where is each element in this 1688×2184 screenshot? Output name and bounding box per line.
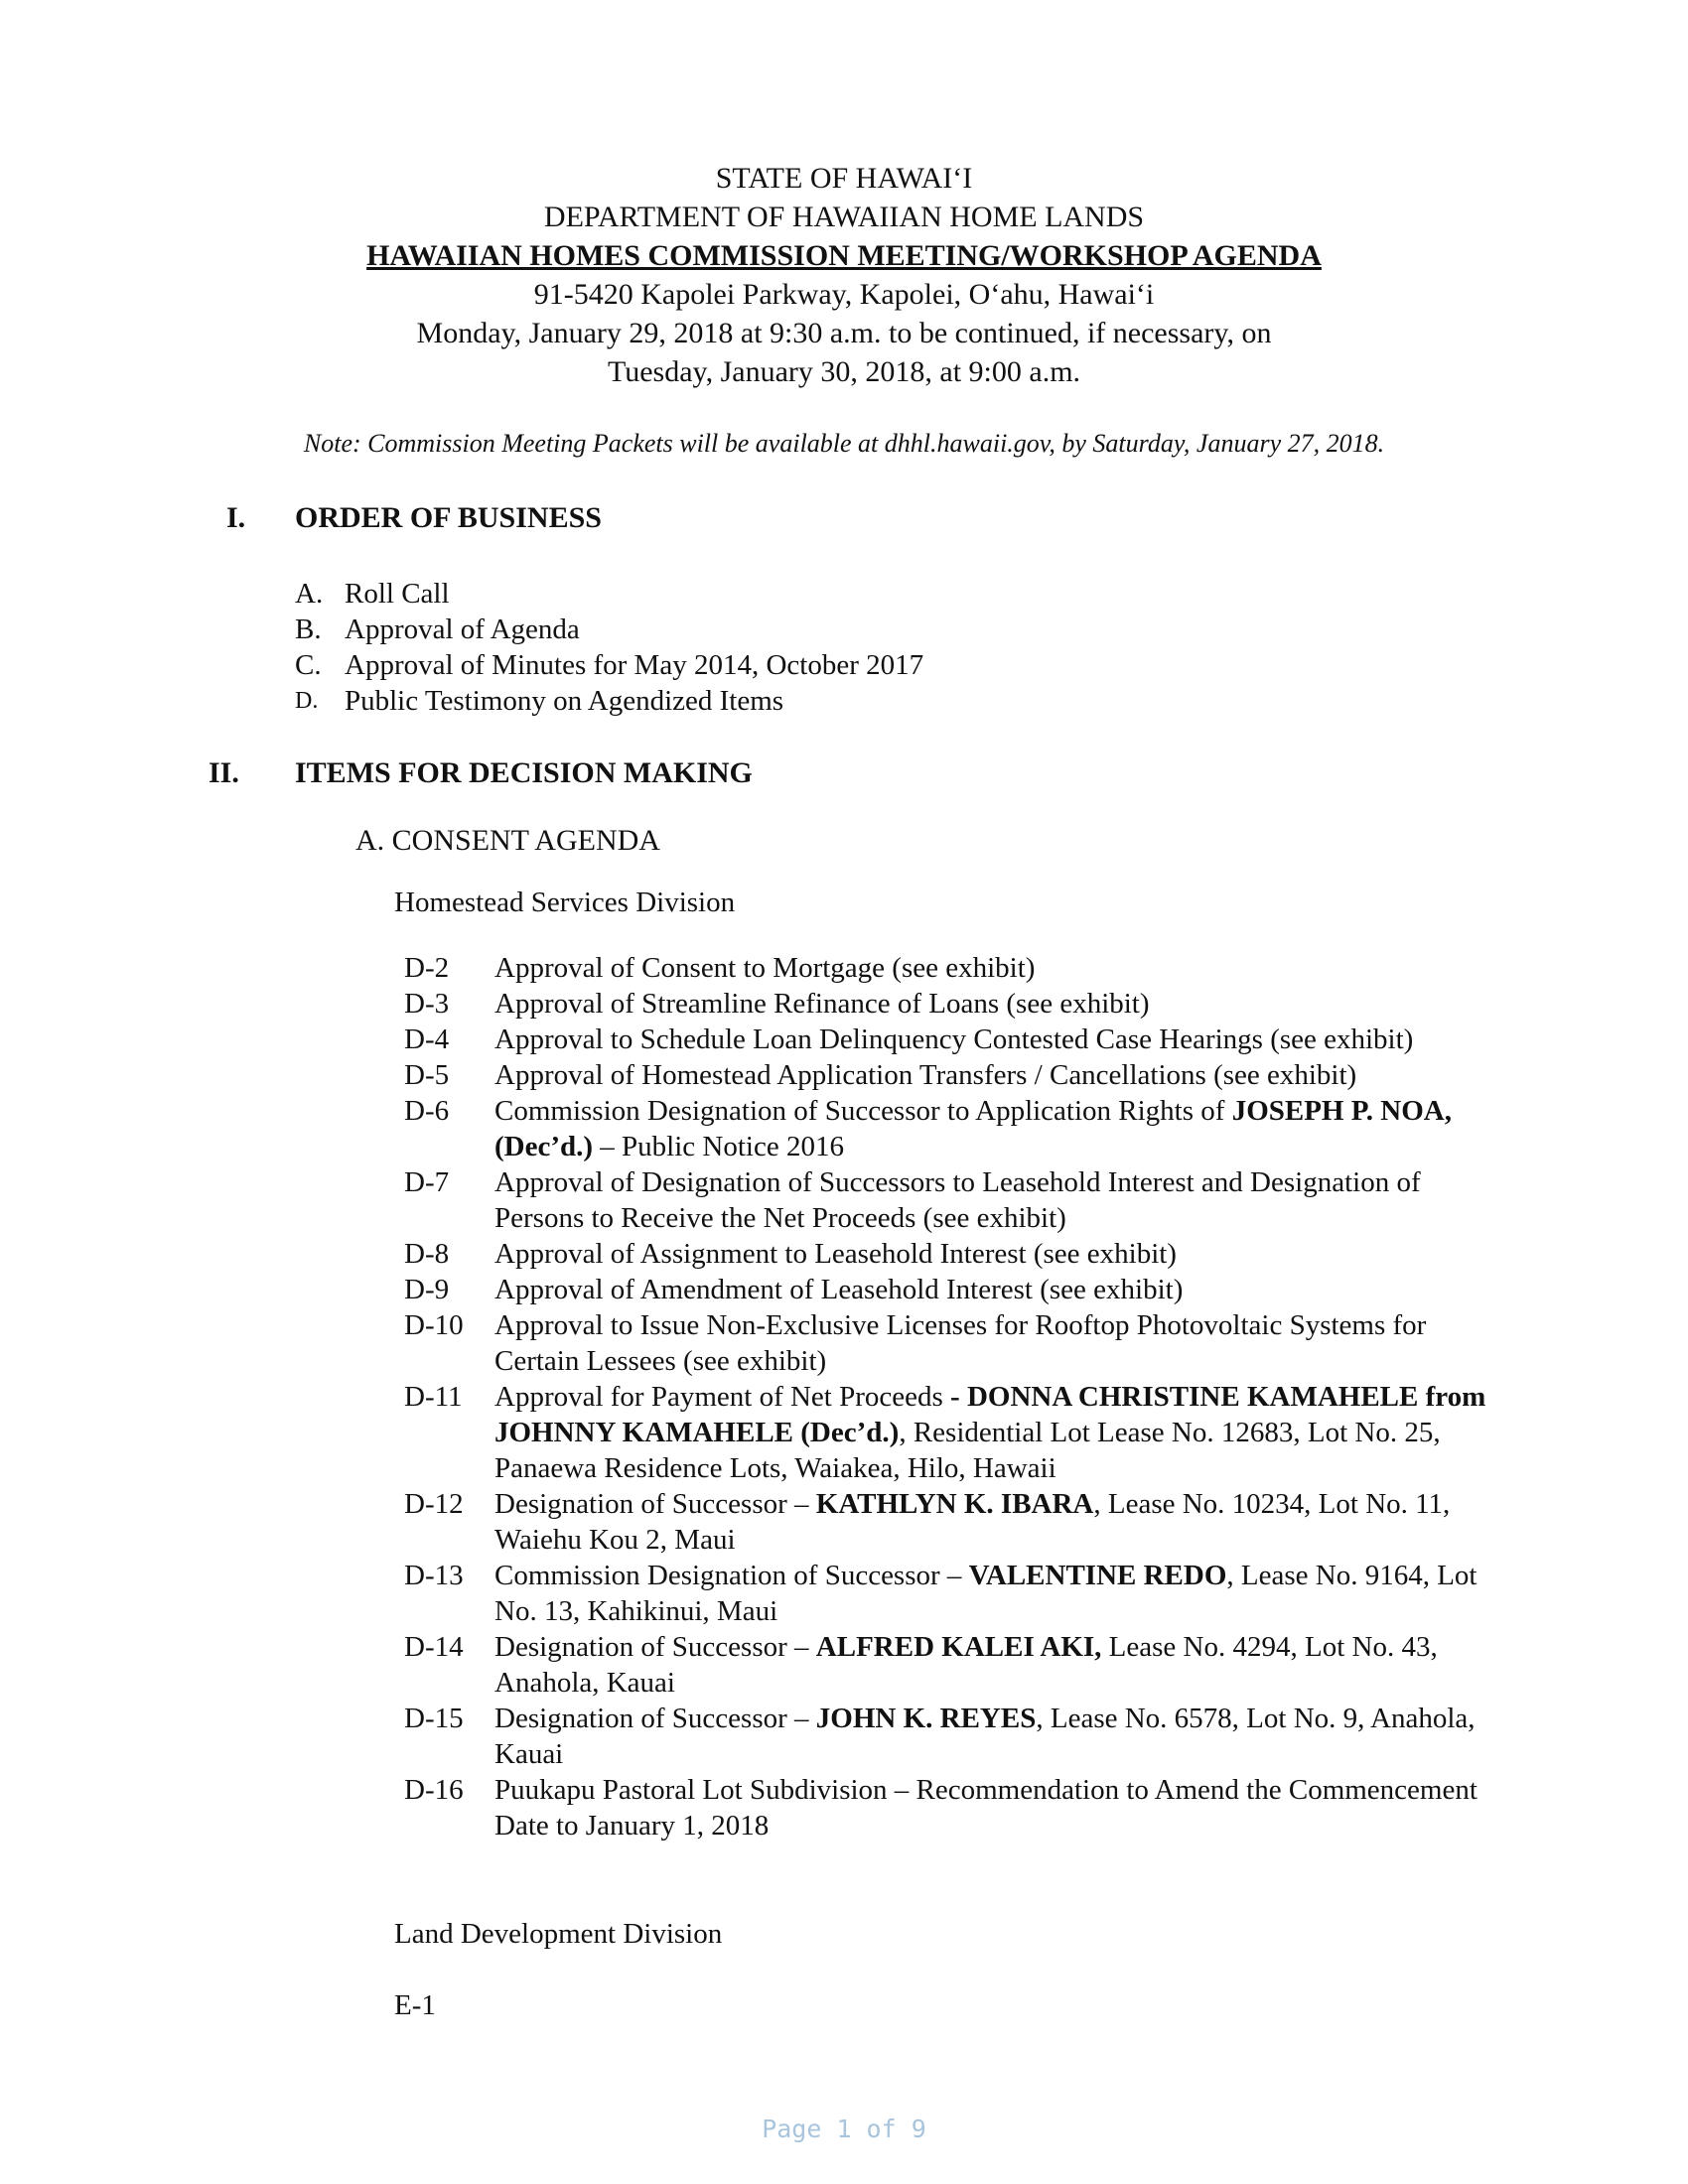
section-2-number: II.: [209, 756, 239, 789]
agenda-item: [404, 1379, 1496, 1486]
section-2-title: ITEMS FOR DECISION MAKING: [295, 756, 753, 789]
agenda-item-description: [494, 1379, 1496, 1486]
agenda-item-description: [494, 950, 1496, 986]
agenda-item-code: D-12: [404, 1488, 464, 1520]
agenda-item: [404, 1236, 1496, 1272]
agenda-item-description: [494, 1701, 1496, 1772]
meeting-date-line-2: Tuesday, January 30, 2018, at 9:00 a.m.: [607, 355, 1081, 388]
agenda-item-description: [494, 1236, 1496, 1272]
agenda-item-description: [494, 1272, 1496, 1307]
item-code-e1: E-1: [394, 1989, 436, 2021]
agenda-item-code: D-5: [404, 1059, 450, 1091]
description-text: ALFRED KALEI AKI,: [815, 1631, 1102, 1663]
agenda-item: [404, 1307, 1496, 1379]
section-1-number: I.: [226, 501, 246, 534]
description-text: , Lease No. 6578, Lot No. 9, Anahola, Kauai: [494, 1703, 1476, 1770]
description-text: Designation of Successor –: [494, 1631, 816, 1663]
agenda-item-code: D-7: [404, 1166, 450, 1198]
agenda-item: [404, 1558, 1496, 1629]
agenda-item-description: [494, 1772, 1496, 1843]
description-text: JOHN K. REYES: [815, 1703, 1037, 1734]
meeting-address: 91-5420 Kapolei Parkway, Kapolei, Oʻahu, Hawaiʻi: [533, 278, 1155, 311]
description-text: Lease No. 4294, Lot No. 43, Anahola, Kauai: [494, 1631, 1438, 1699]
state-name: STATE OF HAWAIʻI: [715, 162, 973, 195]
agenda-item-code: D-9: [404, 1274, 450, 1305]
description-text: Approval for Payment of Net Proceeds: [494, 1381, 951, 1413]
description-text: Approval of Assignment to Leasehold Interest (see exhibit): [494, 1238, 1177, 1270]
section-1-title: ORDER OF BUSINESS: [295, 501, 602, 534]
agenda-item-description: [494, 1629, 1496, 1701]
agenda-title: HAWAIIAN HOMES COMMISSION MEETING/WORKSHOP AGENDA: [366, 239, 1322, 272]
agenda-item-description: [494, 986, 1496, 1022]
description-text: , Lease No. 10234, Lot No. 11, Waiehu Kou 2, Maui: [494, 1488, 1451, 1556]
description-text: Approval of Homestead Application Transfers / Cancellations (see exhibit): [494, 1059, 1357, 1091]
agenda-item: [404, 1772, 1496, 1843]
agenda-item-code: D-2: [404, 952, 450, 984]
description-text: Commission Designation of Successor to Application Rights of: [494, 1095, 1232, 1127]
agenda-item: [404, 1022, 1496, 1057]
description-text: Designation of Successor –: [494, 1488, 816, 1520]
description-text: , Residential Lot Lease No. 12683, Lot No. 25, Panaewa Residence Lots, Waiakea, Hilo, Hawaii: [494, 1417, 1441, 1484]
agenda-item: [404, 986, 1496, 1022]
consent-agenda-title: A. CONSENT AGENDA: [355, 824, 660, 857]
consent-items-list: [404, 950, 1496, 1843]
agenda-item-code: D-4: [404, 1024, 450, 1055]
list-item: C. Approval of Minutes for May 2014, October 2017: [295, 649, 924, 681]
description-text: Approval of Consent to Mortgage (see exhibit): [494, 952, 1036, 984]
description-text: Puukapu Pastoral Lot Subdivision – Recommendation to Amend the Commencement Date to January 1, 2018: [494, 1774, 1477, 1842]
agenda-item-description: [494, 1486, 1496, 1558]
agenda-item-code: D-8: [404, 1238, 450, 1270]
document-header: [0, 159, 1688, 391]
list-item: D. Public Testimony on Agendized Items: [295, 685, 784, 717]
agenda-item: [404, 1164, 1496, 1236]
agenda-item: [404, 1629, 1496, 1701]
homestead-division-heading: Homestead Services Division: [394, 887, 736, 918]
agenda-item-code: D-11: [404, 1381, 463, 1413]
agenda-item-description: [494, 1093, 1496, 1164]
agenda-item-code: D-10: [404, 1309, 464, 1341]
agenda-item-code: D-13: [404, 1560, 464, 1591]
agenda-item-code: D-3: [404, 988, 450, 1020]
description-text: Approval of Streamline Refinance of Loans (see exhibit): [494, 988, 1150, 1020]
description-text: - DONNA CHRISTINE KAMAHELE from JOHNNY KAMAHELE (Dec’d.): [494, 1381, 1486, 1448]
description-text: Commission Designation of Successor –: [494, 1560, 969, 1591]
packet-note: Note: Commission Meeting Packets will be available at dhhl.hawaii.gov, by Saturday, January 27, 2018.: [303, 429, 1385, 458]
page-number: Page 1 of 9: [762, 2115, 926, 2143]
description-text: Approval of Designation of Successors to Leasehold Interest and Designation of Persons to Receive the Net Proceeds (see exhibit): [494, 1166, 1421, 1234]
agenda-item-description: [494, 1164, 1496, 1236]
agenda-item-description: [494, 1022, 1496, 1057]
description-text: KATHLYN K. IBARA: [815, 1488, 1094, 1520]
description-text: Approval to Schedule Loan Delinquency Contested Case Hearings (see exhibit): [494, 1024, 1414, 1055]
agenda-item: [404, 1486, 1496, 1558]
order-of-business-list: [295, 576, 923, 719]
description-text: Approval of Amendment of Leasehold Interest (see exhibit): [494, 1274, 1184, 1305]
description-text: JOSEPH P. NOA, (Dec’d.): [494, 1095, 1452, 1162]
meeting-date-line-1: Monday, January 29, 2018 at 9:30 a.m. to be continued, if necessary, on: [416, 317, 1272, 349]
agenda-item: [404, 1701, 1496, 1772]
description-text: , Lease No. 9164, Lot No. 13, Kahikinui, Maui: [494, 1560, 1477, 1627]
department-name: DEPARTMENT OF HAWAIIAN HOME LANDS: [543, 201, 1145, 233]
description-text: – Public Notice 2016: [593, 1131, 844, 1162]
agenda-item-code: D-14: [404, 1631, 464, 1663]
agenda-item: [404, 1057, 1496, 1093]
agenda-item-code: D-6: [404, 1095, 450, 1127]
description-text: VALENTINE REDO: [968, 1560, 1227, 1591]
agenda-item-code: D-15: [404, 1703, 464, 1734]
agenda-item-description: [494, 1057, 1496, 1093]
agenda-item-description: [494, 1307, 1496, 1379]
agenda-item-description: [494, 1558, 1496, 1629]
agenda-item: [404, 950, 1496, 986]
description-text: Designation of Successor –: [494, 1703, 816, 1734]
agenda-item-code: D-16: [404, 1774, 464, 1806]
agenda-item: [404, 1093, 1496, 1164]
description-text: Approval to Issue Non-Exclusive Licenses for Rooftop Photovoltaic Systems for Certain Lessees (see exhibit): [494, 1309, 1427, 1377]
list-item: B. Approval of Agenda: [295, 614, 580, 645]
land-division-heading: Land Development Division: [394, 1918, 723, 1950]
agenda-item: [404, 1272, 1496, 1307]
list-item: A. Roll Call: [295, 578, 450, 610]
